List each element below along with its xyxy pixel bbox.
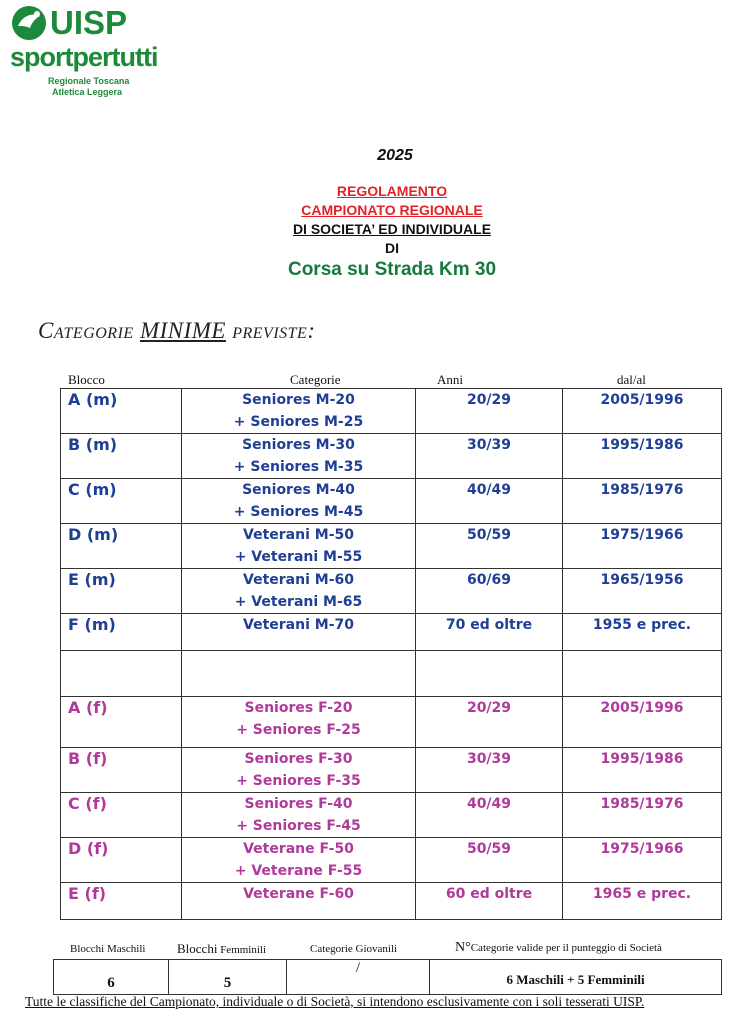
dalal-cell: 2005/1996 — [563, 389, 722, 434]
table-row — [61, 748, 722, 793]
blocco-cell: F (m) — [61, 614, 182, 651]
col-header-dalal: dal/al — [617, 372, 646, 387]
dalal-cell: 1975/1966 — [563, 524, 722, 569]
footer-note: Tutte le classifiche del Campionato, individuale o di Società, si intendono esclusivamente con i soli tesserati UISP. — [25, 994, 645, 1009]
table-row — [61, 479, 722, 524]
uisp-logo — [10, 4, 160, 100]
table-row — [61, 569, 722, 614]
col-header-categorie: Categorie — [290, 372, 341, 387]
categorie-cell — [182, 479, 416, 524]
categoria-1: Seniores F-30 — [244, 751, 353, 767]
categoria-1: Veterane F-50 — [243, 841, 354, 857]
summary-header-blocchi-femminili — [177, 941, 266, 957]
categories-table — [60, 388, 722, 920]
summary-blocchi-maschili-value: 6 — [54, 960, 169, 995]
anni-cell: 30/39 — [416, 434, 563, 479]
categoria-1: Veterani M-50 — [243, 527, 354, 543]
categorie-cell — [182, 697, 416, 748]
document-year: 2025 — [377, 147, 413, 164]
summary-header-valide-text: Categorie valide per il punteggio di Società — [470, 942, 662, 954]
blocco-cell: A (f) — [61, 697, 182, 748]
summary-header-numero: N° — [455, 940, 471, 955]
blocco-cell: B (m) — [61, 434, 182, 479]
dalal-cell: 1995/1986 — [563, 434, 722, 479]
anni-cell: 20/29 — [416, 389, 563, 434]
dalal-cell: 1985/1976 — [563, 793, 722, 838]
categoria-1: Seniores M-20 — [242, 392, 355, 408]
categoria-1: Veterani M-60 — [243, 572, 354, 588]
dalal-cell: 1985/1976 — [563, 479, 722, 524]
table-row — [61, 434, 722, 479]
empty-cell — [563, 651, 722, 697]
summary-blocchi-femminili-value: 5 — [169, 960, 287, 995]
empty-cell — [416, 651, 563, 697]
dalal-cell: 1965 e prec. — [563, 883, 722, 920]
blocco-cell: E (m) — [61, 569, 182, 614]
anni-cell: 20/29 — [416, 697, 563, 748]
summary-table — [53, 959, 722, 995]
summary-categorie-valide-value: 6 Maschili + 5 Femminili — [430, 960, 722, 995]
anni-cell: 60/69 — [416, 569, 563, 614]
categorie-cell — [182, 883, 416, 920]
categorie-cell — [182, 389, 416, 434]
categoria-2: + Seniores M-45 — [233, 504, 364, 520]
summary-header-femminili: Femminili — [217, 944, 267, 956]
categorie-cell — [182, 569, 416, 614]
summary-header-blocchi-maschili: Blocchi Maschili — [70, 943, 146, 955]
logo-brand: UISP — [50, 4, 128, 41]
summary-categorie-giovanili-value: / — [287, 960, 430, 995]
blocco-cell: C (m) — [61, 479, 182, 524]
dalal-cell: 1995/1986 — [563, 748, 722, 793]
dalal-cell: 1965/1956 — [563, 569, 722, 614]
categoria-2: + Seniores M-25 — [233, 414, 364, 430]
categorie-cell — [182, 524, 416, 569]
section-title-post: previste: — [225, 318, 316, 343]
categorie-cell — [182, 838, 416, 883]
blocco-cell: B (f) — [61, 748, 182, 793]
title-di: DI — [385, 240, 399, 256]
categorie-cell — [182, 793, 416, 838]
blocco-cell: E (f) — [61, 883, 182, 920]
table-row — [61, 389, 722, 434]
dalal-cell: 1975/1966 — [563, 838, 722, 883]
categorie-cell — [182, 748, 416, 793]
categoria-2: + Seniores F-25 — [236, 722, 361, 738]
categoria-2: + Veterani M-65 — [234, 594, 363, 610]
logo-discipline: Atletica Leggera — [52, 87, 123, 97]
summary-header-blocchi: Blocchi — [177, 941, 218, 956]
table-row — [61, 793, 722, 838]
title-regolamento: REGOLAMENTO — [336, 183, 448, 199]
anni-cell: 70 ed oltre — [416, 614, 563, 651]
empty-cell — [182, 651, 416, 697]
categorie-cell — [182, 614, 416, 651]
dalal-cell: 2005/1996 — [563, 697, 722, 748]
logo-tagline: sportpertutti — [10, 42, 158, 72]
uisp-runner-mark-icon — [10, 4, 48, 42]
blocco-cell: D (m) — [61, 524, 182, 569]
anni-cell: 40/49 — [416, 479, 563, 524]
table-row — [61, 838, 722, 883]
table-row — [61, 524, 722, 569]
categoria-2: + Veterane F-55 — [234, 863, 363, 879]
section-title-underlined: MINIME — [139, 318, 226, 343]
dalal-cell: 1955 e prec. — [563, 614, 722, 651]
col-header-anni: Anni — [437, 372, 463, 387]
categoria-1: Seniores F-40 — [244, 796, 353, 812]
categorie-cell — [182, 434, 416, 479]
event-title: Corsa su Strada Km 30 — [287, 259, 497, 280]
table-row-empty — [61, 651, 722, 697]
title-campionato: CAMPIONATO REGIONALE — [301, 202, 483, 218]
anni-cell: 50/59 — [416, 524, 563, 569]
categoria-1: Seniores M-30 — [242, 437, 355, 453]
section-title — [38, 318, 315, 344]
blocco-cell: D (f) — [61, 838, 182, 883]
empty-cell — [61, 651, 182, 697]
blocco-cell: C (f) — [61, 793, 182, 838]
categoria-2: + Seniores M-35 — [233, 459, 364, 475]
section-title-pre: Categorie — [38, 318, 140, 343]
anni-cell: 30/39 — [416, 748, 563, 793]
categoria-2: + Seniores F-45 — [236, 818, 361, 834]
anni-cell: 60 ed oltre — [416, 883, 563, 920]
anni-cell: 50/59 — [416, 838, 563, 883]
categoria-1: Seniores M-40 — [242, 482, 355, 498]
logo-region: Regionale Toscana — [48, 76, 130, 86]
table-row — [61, 614, 722, 651]
anni-cell: 40/49 — [416, 793, 563, 838]
categoria-2: + Veterani M-55 — [234, 549, 363, 565]
categoria-1: Veterani M-70 — [243, 617, 354, 633]
title-societa: DI SOCIETA’ ED INDIVIDUALE — [292, 221, 492, 237]
blocco-cell: A (m) — [61, 389, 182, 434]
table-row — [61, 697, 722, 748]
summary-header-categorie-valide — [455, 940, 662, 956]
summary-header-categorie-giovanili: Categorie Giovanili — [310, 943, 398, 955]
categoria-1: Veterane F-60 — [243, 886, 354, 902]
table-row — [61, 883, 722, 920]
categoria-1: Seniores F-20 — [244, 700, 353, 716]
col-header-blocco: Blocco — [68, 372, 105, 387]
categoria-2: + Seniores F-35 — [236, 773, 361, 789]
